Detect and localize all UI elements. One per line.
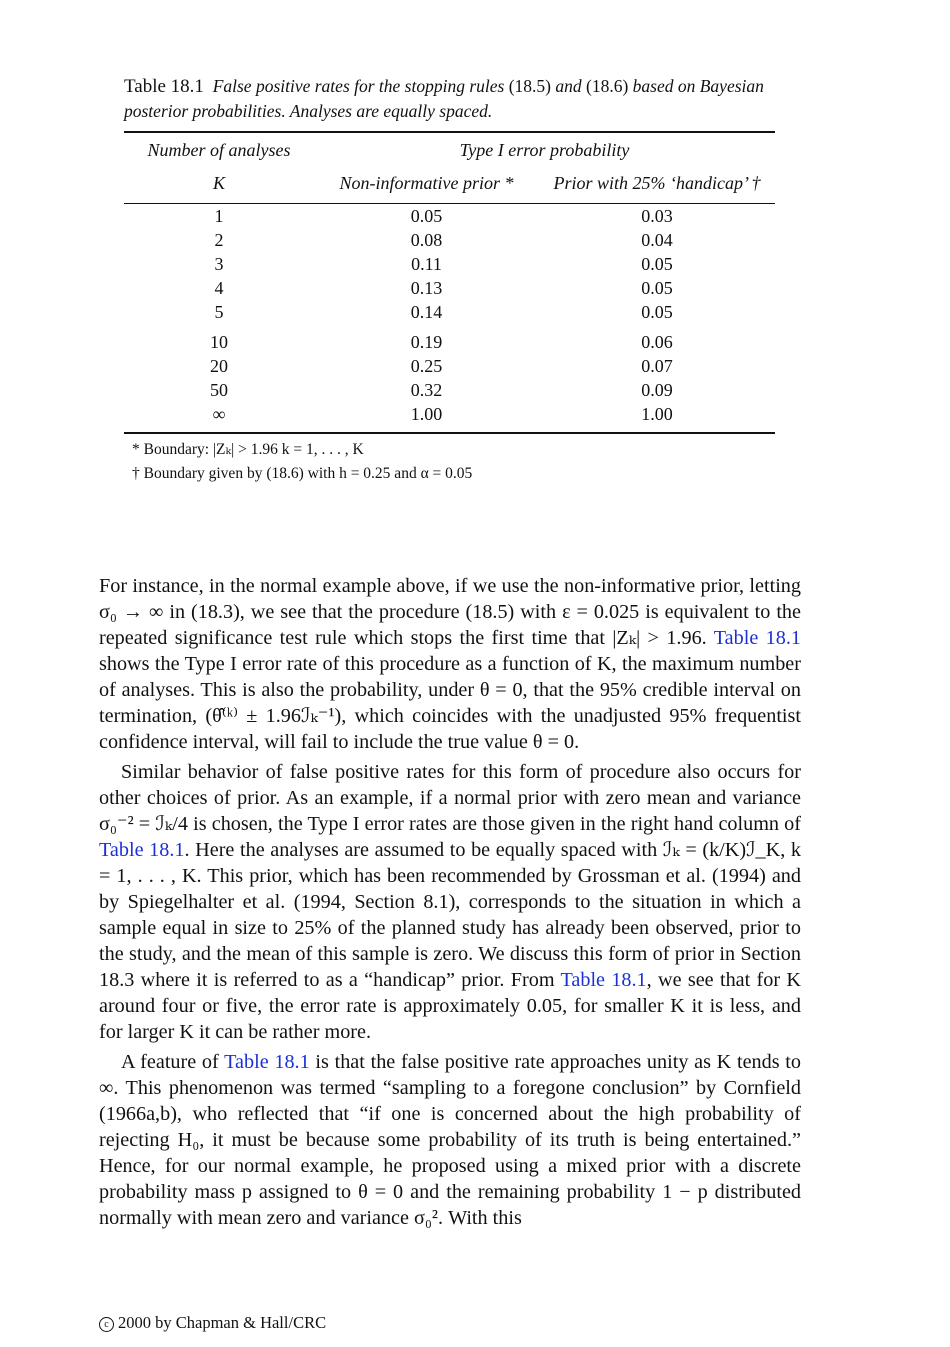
table-row bbox=[124, 378, 775, 402]
cell-noninformative: 0.13 bbox=[410, 278, 443, 298]
data-table-body bbox=[124, 204, 775, 426]
header-k: K bbox=[212, 172, 225, 193]
cell-k: 20 bbox=[210, 356, 228, 376]
table-row bbox=[124, 276, 775, 300]
header-handicap: Prior with 25% ‘handicap’ † bbox=[553, 172, 761, 193]
cell-noninformative: 0.25 bbox=[410, 356, 443, 376]
table-row bbox=[124, 330, 775, 354]
caption-text-3: based on Bayesian posterior probabilities. Analyses are equally spaced. bbox=[124, 76, 764, 121]
table-row bbox=[124, 354, 775, 378]
paragraph-text: Similar behavior of false positive rates for this form of procedure also occurs for other choices of prior. As an example, if a normal prior with zero mean and variance σ₀⁻² = ℐₖ/4 is chosen, the Type I error rates are those given in the right hand column of bbox=[99, 761, 801, 835]
cell-k: ∞ bbox=[212, 404, 226, 424]
cell-handicap: 0.09 bbox=[641, 380, 673, 400]
paragraph-text: shows the Type I error rate of this procedure as a function of K, the maximum number of analyses. This is also the probability, under θ = 0, that the 95% credible interval on termination, (θ̂⁽ᵏ⁾ ± 1.96ℐₖ⁻¹), which coincides with the unadjusted 95% frequentist confidence interval, will fail to include the true value θ = 0. bbox=[99, 653, 801, 753]
table-link[interactable]: Table 18.1 bbox=[713, 627, 801, 649]
cell-k: 1 bbox=[214, 206, 224, 226]
paragraph-text: . Here the analyses are assumed to be equally spaced with ℐₖ = (k/K)ℐ_K, k = 1, . . . , K. This prior, which has been recommended by Grossman et al. (1994) and by Spiegelhalter et al. (1994, Section 8.1), corresponds to the situation in which a sample equal in size to 25% of the planned study has already been observed, prior to the study, and the mean of this sample is zero. We discuss this form of prior in Section 18.3 where it is referred to as a “handicap” prior. From bbox=[99, 839, 801, 991]
paragraph-text: is that the false positive rate approaches unity as K tends to ∞. This phenomenon was termed “sampling to a foregone conclusion” by Cornfield (1966a,b), who reflected that “if one is concerned about the high probability of rejecting H₀, it must be because some probability of its truth is being entertained.” Hence, for our normal example, he proposed using a mixed prior with a discrete probability mass p assigned to θ = 0 and the remaining probability 1 − p distributed normally with mean zero and variance σ₀². With this bbox=[99, 1051, 802, 1229]
cell-handicap: 0.04 bbox=[641, 230, 673, 250]
paragraph-text: For instance, in the normal example above, if we use the non-informative prior, letting σ₀ → ∞ in (18.3), we see that the procedure (18.5) with ε = 0.025 is equivalent to the repeated significance test rule which stops the first time that |Zₖ| > 1.96. bbox=[99, 575, 801, 649]
cell-noninformative: 0.08 bbox=[410, 230, 443, 250]
table-link[interactable]: Table 18.1 bbox=[560, 969, 647, 991]
footer-text: 2000 by Chapman & Hall/CRC bbox=[118, 1313, 327, 1332]
cell-noninformative: 0.05 bbox=[410, 206, 443, 226]
caption-text-2: and bbox=[555, 76, 582, 96]
header-type-i-error: Type I error probability bbox=[459, 139, 630, 160]
cell-handicap: 1.00 bbox=[641, 404, 673, 424]
table-link[interactable]: Table 18.1 bbox=[224, 1051, 310, 1073]
cell-handicap: 0.07 bbox=[641, 356, 673, 376]
footnote-2: † Boundary given by (18.6) with h = 0.25 and α = 0.05 bbox=[132, 465, 473, 482]
table-label: Table 18.1 bbox=[124, 76, 204, 97]
copyright-icon: c bbox=[99, 1317, 114, 1332]
table-row bbox=[124, 300, 775, 324]
header-number-of-analyses: Number of analyses bbox=[147, 139, 291, 160]
table-row bbox=[124, 252, 775, 276]
cell-k: 50 bbox=[210, 380, 228, 400]
paragraph-1 bbox=[99, 573, 801, 755]
paragraph-text: A feature of bbox=[121, 1051, 225, 1073]
caption-ref-1: (18.5) bbox=[508, 76, 551, 96]
bottom-rule bbox=[124, 432, 775, 434]
cell-noninformative: 0.14 bbox=[410, 302, 443, 322]
cell-noninformative: 0.11 bbox=[411, 254, 442, 274]
table-row bbox=[124, 402, 775, 426]
cell-k: 3 bbox=[214, 254, 224, 274]
footer-copyright bbox=[99, 1313, 326, 1333]
paragraph-2 bbox=[99, 759, 801, 1045]
cell-handicap: 0.05 bbox=[641, 254, 673, 274]
table-block bbox=[124, 74, 775, 486]
table-caption bbox=[124, 74, 775, 123]
table-footnotes bbox=[124, 438, 775, 486]
cell-k: 5 bbox=[214, 302, 224, 322]
body-text bbox=[99, 573, 801, 1235]
caption-ref-2: (18.6) bbox=[586, 76, 629, 96]
cell-handicap: 0.05 bbox=[641, 302, 673, 322]
paragraph-3 bbox=[99, 1049, 801, 1231]
paragraph-text: , we see that for K around four or five, the error rate is approximately 0.05, for smaller K it is less, and for larger K it can be rather more. bbox=[99, 969, 801, 1043]
cell-noninformative: 0.32 bbox=[410, 380, 443, 400]
table-link[interactable]: Table 18.1 bbox=[99, 839, 185, 861]
cell-k: 4 bbox=[214, 278, 224, 298]
cell-k: 10 bbox=[210, 332, 228, 352]
cell-handicap: 0.03 bbox=[641, 206, 673, 226]
footnote-1: * Boundary: |Zₖ| > 1.96 k = 1, . . . , K bbox=[132, 441, 364, 458]
cell-k: 2 bbox=[214, 230, 224, 250]
cell-handicap: 0.05 bbox=[641, 278, 673, 298]
table-row bbox=[124, 204, 775, 228]
data-table bbox=[124, 133, 775, 199]
cell-noninformative: 1.00 bbox=[410, 404, 443, 424]
caption-text-1: False positive rates for the stopping rules bbox=[212, 76, 505, 96]
table-row bbox=[124, 228, 775, 252]
header-noninformative: Non-informative prior * bbox=[339, 172, 514, 193]
cell-handicap: 0.06 bbox=[641, 332, 673, 352]
cell-noninformative: 0.19 bbox=[410, 332, 443, 352]
